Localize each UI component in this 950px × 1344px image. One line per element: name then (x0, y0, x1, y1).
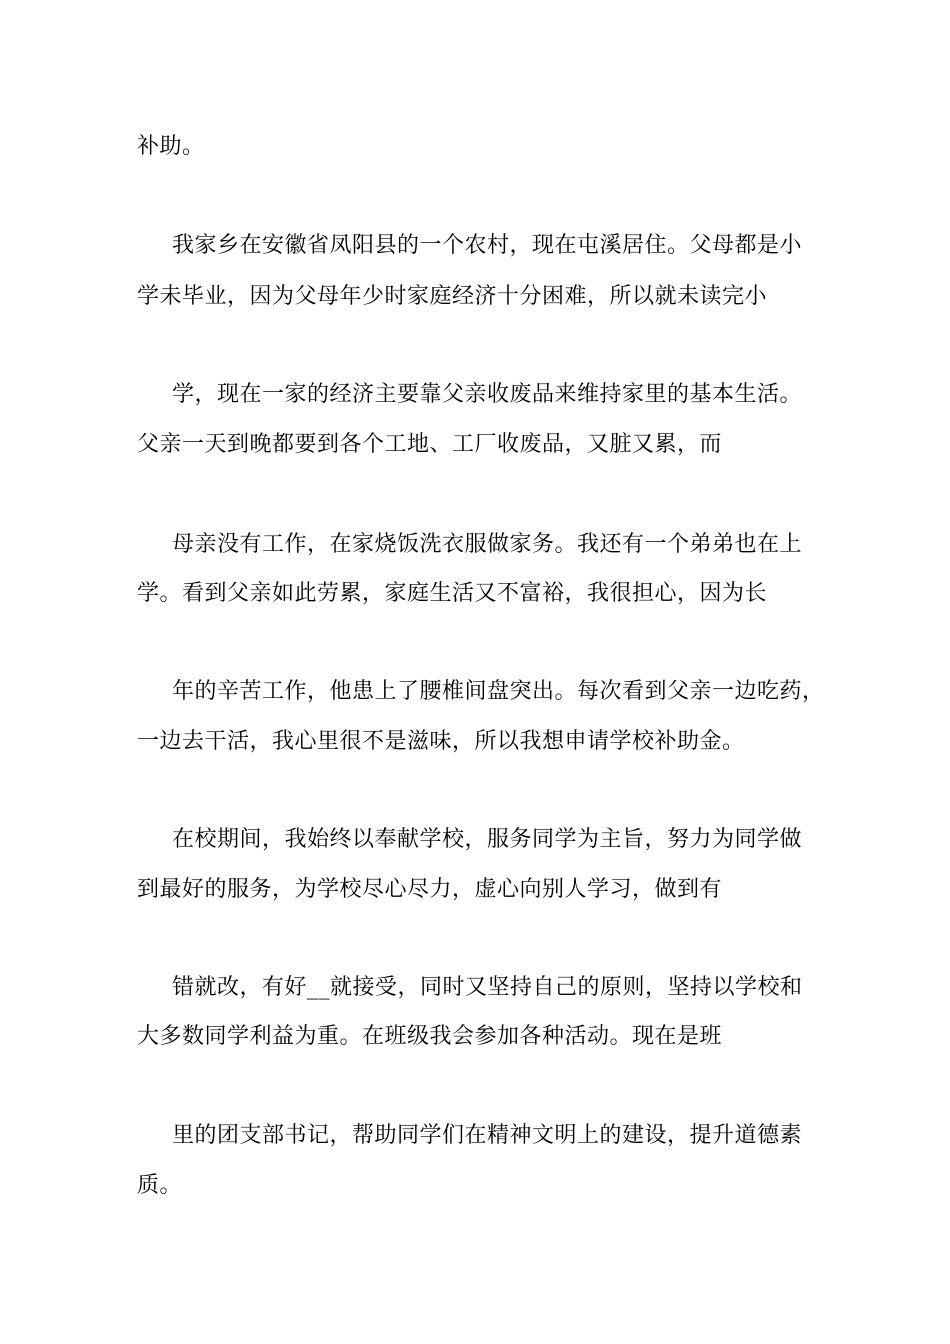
text-line: 我家乡在安徽省凤阳县的一个农村，现在屯溪居住。父母都是小 (172, 233, 803, 258)
text-line: 一边去干活，我心里很不是滋味，所以我想申请学校补助金。 (137, 729, 745, 754)
text-line: 质。 (137, 1173, 183, 1198)
text-line: 补助。 (137, 134, 205, 159)
text-line: 在校期间，我始终以奉献学校，服务同学为主旨，努力为同学做 (172, 827, 803, 852)
text-line: 里的团支部书记，帮助同学们在精神文明上的建设，提升道德素 (172, 1123, 803, 1148)
text-line: 母亲没有工作，在家烧饭洗衣服做家务。我还有一个弟弟也在上 (172, 532, 803, 557)
text-line: 年的辛苦工作，他患上了腰椎间盘突出。每次看到父亲一边吃药， (172, 679, 825, 704)
text-line: 到最好的服务，为学校尽心尽力，虚心向别人学习，做到有 (137, 877, 723, 902)
text-line: 学，现在一家的经济主要靠父亲收废品来维持家里的基本生活。 (172, 382, 803, 407)
text-line: 父亲一天到晚都要到各个工地、工厂收废品，又脏又累，而 (137, 432, 723, 457)
text-line: 大多数同学利益为重。在班级我会参加各种活动。现在是班 (137, 1024, 723, 1049)
text-line: 学未毕业，因为父母年少时家庭经济十分困难，所以就未读完小 (137, 284, 768, 309)
text-line: 学。看到父亲如此劳累，家庭生活又不富裕，我很担心，因为长 (137, 581, 768, 606)
text-line: 错就改，有好__就接受，同时又坚持自己的原则，坚持以学校和 (172, 975, 803, 1000)
